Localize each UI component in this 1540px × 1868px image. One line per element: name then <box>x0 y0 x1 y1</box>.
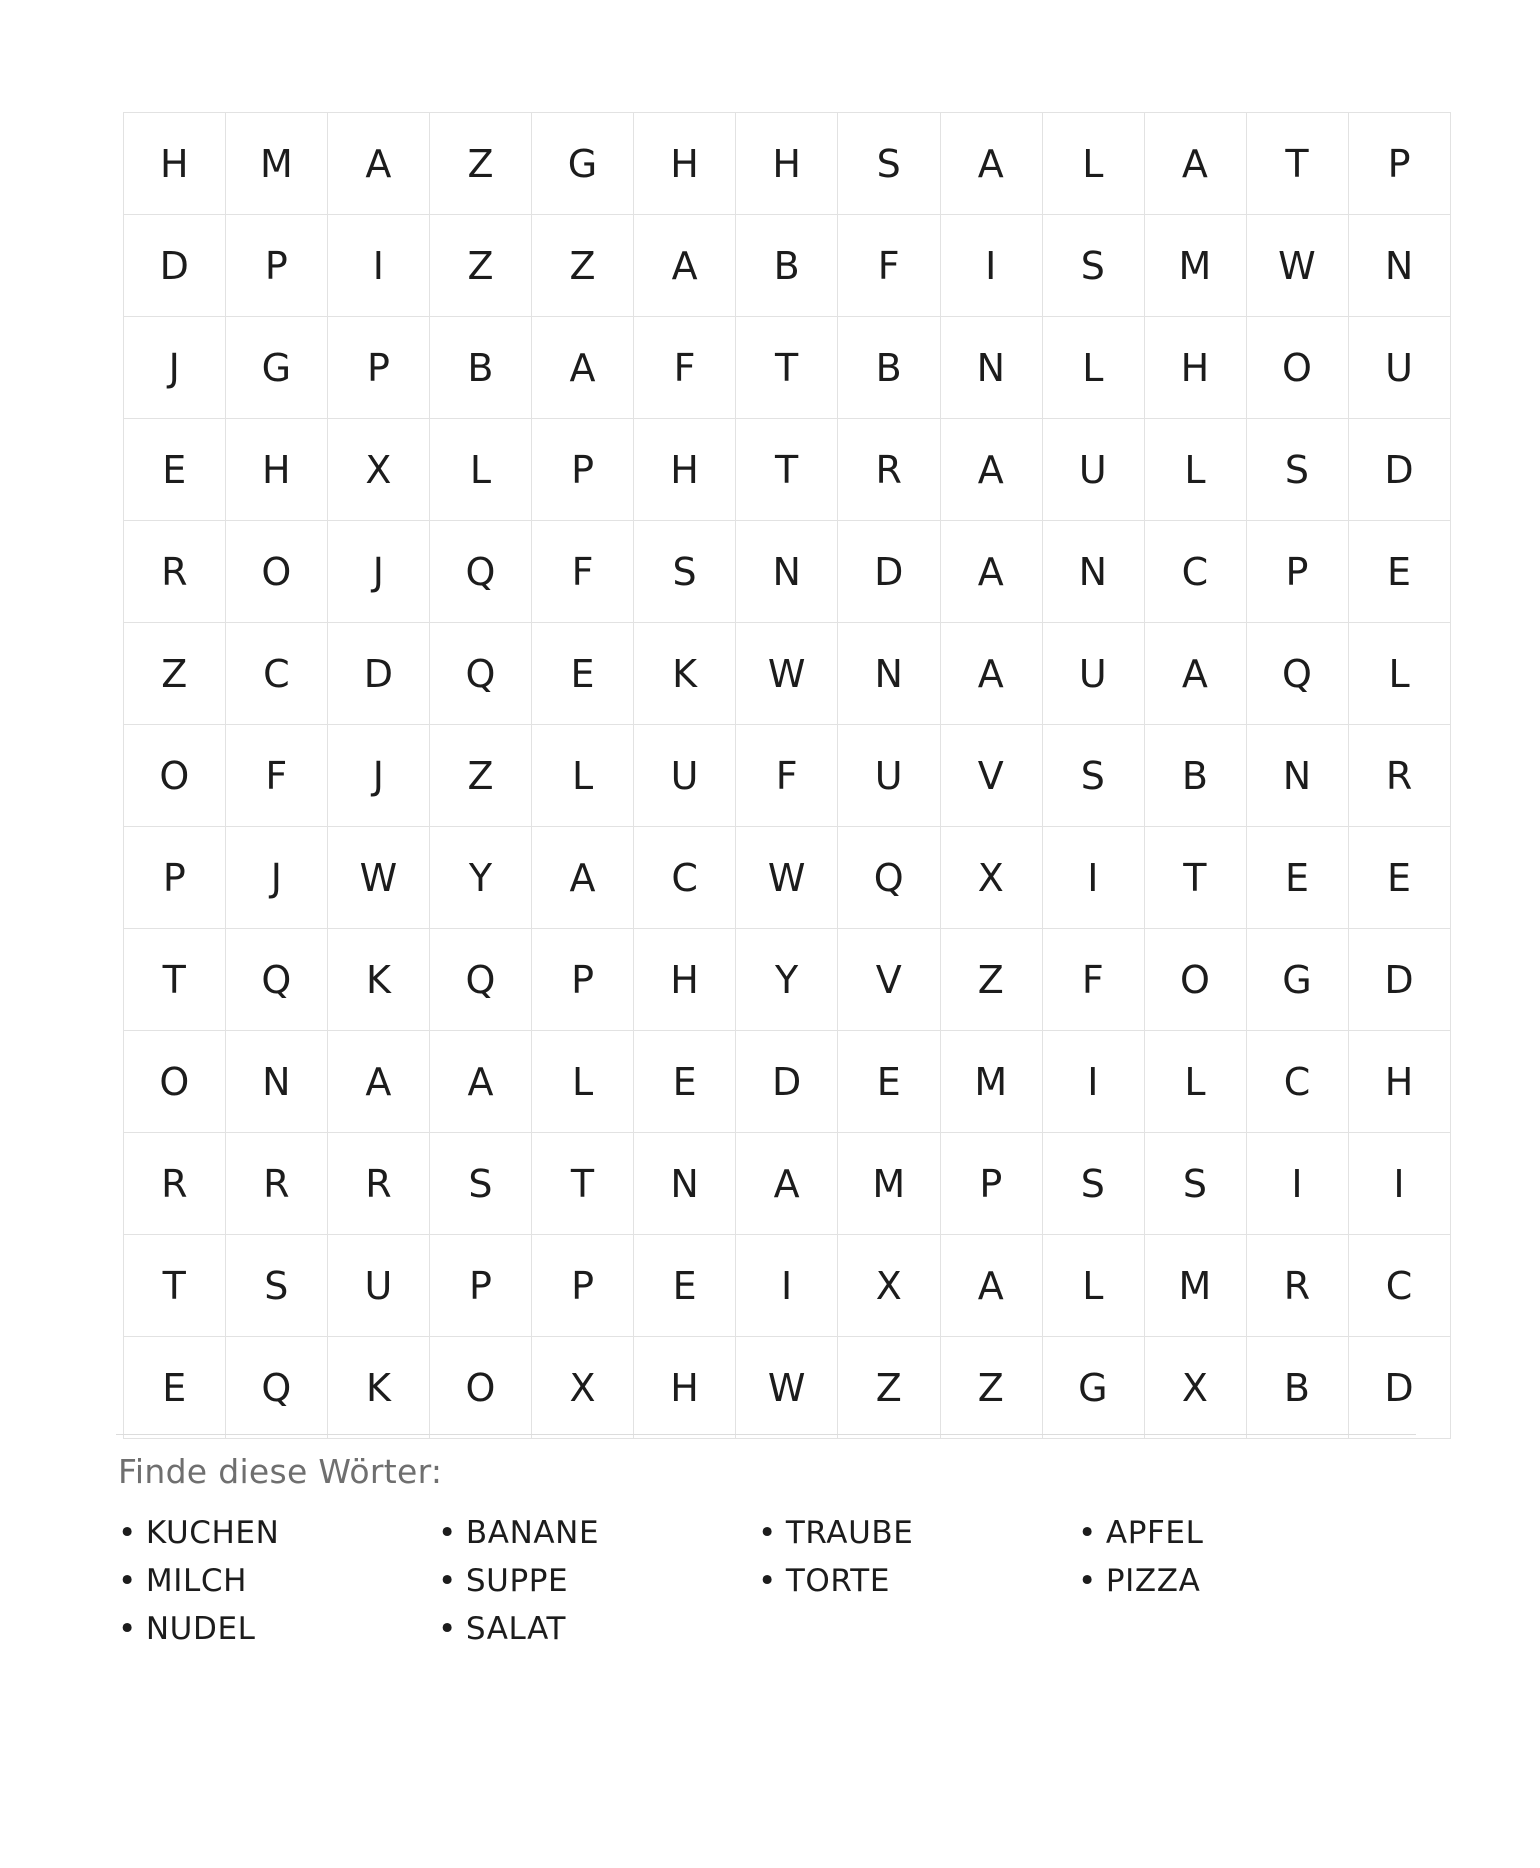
grid-cell[interactable]: A <box>1144 113 1246 215</box>
grid-cell[interactable]: Z <box>430 725 532 827</box>
grid-cell[interactable]: Z <box>430 215 532 317</box>
grid-cell[interactable]: H <box>1348 1031 1450 1133</box>
grid-cell[interactable]: S <box>430 1133 532 1235</box>
grid-cell[interactable]: R <box>1246 1235 1348 1337</box>
grid-row <box>124 1133 1451 1235</box>
list-item[interactable] <box>1078 1557 1398 1605</box>
grid-cell[interactable]: M <box>838 1133 940 1235</box>
word-label: SUPPE <box>465 1563 569 1600</box>
bullet-icon: • <box>758 1563 777 1600</box>
grid-cell[interactable]: K <box>328 1337 430 1439</box>
grid-row <box>124 521 1451 623</box>
grid-cell[interactable]: N <box>226 1031 328 1133</box>
grid-cell[interactable]: I <box>1246 1133 1348 1235</box>
grid-cell[interactable]: C <box>634 827 736 929</box>
word-list-column <box>1078 1509 1398 1605</box>
grid-row <box>124 215 1451 317</box>
grid-cell[interactable]: I <box>736 1235 838 1337</box>
grid-cell[interactable]: Z <box>532 215 634 317</box>
word-label: NUDEL <box>145 1611 256 1648</box>
grid-cell[interactable]: Z <box>430 113 532 215</box>
grid-cell[interactable]: Q <box>430 521 532 623</box>
word-label: KUCHEN <box>145 1515 280 1551</box>
grid-cell[interactable]: W <box>736 623 838 725</box>
grid-row <box>124 827 1451 929</box>
grid-cell[interactable]: T <box>124 929 226 1031</box>
grid-cell[interactable]: A <box>940 113 1042 215</box>
grid-cell[interactable]: Q <box>430 929 532 1031</box>
grid-cell[interactable]: V <box>838 929 940 1031</box>
grid-cell[interactable]: V <box>940 725 1042 827</box>
grid-cell[interactable]: X <box>1144 1337 1246 1439</box>
grid-cell[interactable]: Q <box>226 1337 328 1439</box>
grid-cell[interactable]: P <box>532 419 634 521</box>
grid-cell[interactable]: S <box>1042 215 1144 317</box>
grid-cell[interactable]: Q <box>1246 623 1348 725</box>
grid-cell[interactable]: E <box>838 1031 940 1133</box>
grid-cell[interactable]: N <box>1348 215 1450 317</box>
grid-cell[interactable]: G <box>532 113 634 215</box>
grid-cell[interactable]: K <box>634 623 736 725</box>
grid-cell[interactable]: E <box>1246 827 1348 929</box>
grid-cell[interactable]: Z <box>940 1337 1042 1439</box>
grid-cell[interactable]: N <box>1246 725 1348 827</box>
grid-cell[interactable]: A <box>532 317 634 419</box>
grid-cell[interactable]: B <box>430 317 532 419</box>
word-label: TORTE <box>785 1563 891 1600</box>
grid-cell[interactable]: R <box>124 521 226 623</box>
grid-cell[interactable]: A <box>1144 623 1246 725</box>
word-list-column <box>118 1509 438 1653</box>
word-list-column <box>438 1509 758 1653</box>
word-label: PIZZA <box>1105 1563 1201 1600</box>
section-divider <box>116 1434 1416 1435</box>
grid-cell[interactable]: Z <box>124 623 226 725</box>
grid-cell[interactable]: O <box>430 1337 532 1439</box>
grid-cell[interactable]: U <box>328 1235 430 1337</box>
grid-cell[interactable]: C <box>1144 521 1246 623</box>
bullet-icon: • <box>1078 1515 1097 1551</box>
grid-cell[interactable]: K <box>328 929 430 1031</box>
grid-cell[interactable]: P <box>124 827 226 929</box>
grid-cell[interactable]: Q <box>226 929 328 1031</box>
grid-cell[interactable]: T <box>1144 827 1246 929</box>
grid-cell[interactable]: E <box>124 419 226 521</box>
grid-cell[interactable]: H <box>634 419 736 521</box>
grid-cell[interactable]: S <box>1042 1133 1144 1235</box>
grid-cell[interactable]: S <box>634 521 736 623</box>
grid-cell[interactable]: S <box>838 113 940 215</box>
grid-cell[interactable]: G <box>1042 1337 1144 1439</box>
grid-cell[interactable]: S <box>1246 419 1348 521</box>
grid-row <box>124 419 1451 521</box>
grid-cell[interactable]: O <box>1246 317 1348 419</box>
grid-cell[interactable]: Q <box>838 827 940 929</box>
grid-row <box>124 1031 1451 1133</box>
grid-cell[interactable]: U <box>1042 419 1144 521</box>
grid-cell[interactable]: H <box>124 113 226 215</box>
grid-cell[interactable]: D <box>1348 1337 1450 1439</box>
grid-cell[interactable]: A <box>532 827 634 929</box>
grid-cell[interactable]: Z <box>940 929 1042 1031</box>
grid-cell[interactable]: E <box>1348 827 1450 929</box>
grid-cell[interactable]: O <box>1144 929 1246 1031</box>
grid-cell[interactable]: W <box>1246 215 1348 317</box>
grid-cell[interactable]: F <box>634 317 736 419</box>
word-list-title: Finde diese Wörter: <box>118 1452 443 1491</box>
bullet-icon: • <box>438 1515 457 1551</box>
grid-cell[interactable]: M <box>1144 1235 1246 1337</box>
grid-cell[interactable]: C <box>1246 1031 1348 1133</box>
grid-cell[interactable]: Y <box>736 929 838 1031</box>
grid-cell[interactable]: I <box>328 215 430 317</box>
grid-cell[interactable]: I <box>940 215 1042 317</box>
bullet-icon: • <box>438 1611 457 1648</box>
grid-cell[interactable]: L <box>430 419 532 521</box>
word-label: MILCH <box>145 1563 248 1600</box>
grid-cell[interactable]: H <box>736 113 838 215</box>
grid-cell[interactable]: G <box>1246 929 1348 1031</box>
grid-cell[interactable]: X <box>940 827 1042 929</box>
grid-cell[interactable]: Y <box>430 827 532 929</box>
bullet-icon: • <box>118 1611 137 1648</box>
grid-cell[interactable]: F <box>1042 929 1144 1031</box>
grid-cell[interactable]: N <box>736 521 838 623</box>
grid-row <box>124 725 1451 827</box>
grid-cell[interactable]: T <box>736 317 838 419</box>
grid-cell[interactable]: H <box>634 1337 736 1439</box>
grid-cell[interactable]: P <box>328 317 430 419</box>
grid-cell[interactable]: U <box>1042 623 1144 725</box>
grid-cell[interactable]: P <box>1246 521 1348 623</box>
grid-cell[interactable]: R <box>124 1133 226 1235</box>
grid-cell[interactable]: W <box>736 827 838 929</box>
grid-cell[interactable]: R <box>328 1133 430 1235</box>
grid-cell[interactable]: L <box>1144 419 1246 521</box>
grid-cell[interactable]: P <box>532 1235 634 1337</box>
grid-cell[interactable]: J <box>328 725 430 827</box>
grid-cell[interactable]: I <box>1348 1133 1450 1235</box>
grid-cell[interactable]: S <box>1144 1133 1246 1235</box>
grid-cell[interactable]: X <box>838 1235 940 1337</box>
bullet-icon: • <box>1078 1563 1097 1600</box>
grid-cell[interactable]: W <box>328 827 430 929</box>
grid-cell[interactable]: G <box>226 317 328 419</box>
bullet-icon: • <box>438 1563 457 1600</box>
grid-cell[interactable]: I <box>1042 1031 1144 1133</box>
grid-cell[interactable]: S <box>226 1235 328 1337</box>
grid-cell[interactable]: L <box>532 1031 634 1133</box>
grid-cell[interactable]: A <box>328 1031 430 1133</box>
grid-cell[interactable]: U <box>838 725 940 827</box>
grid-cell[interactable]: A <box>940 419 1042 521</box>
grid-cell[interactable]: C <box>1348 1235 1450 1337</box>
list-item[interactable] <box>758 1509 1078 1557</box>
grid-cell[interactable]: B <box>1246 1337 1348 1439</box>
grid-cell[interactable]: X <box>532 1337 634 1439</box>
grid-cell[interactable]: L <box>1042 1235 1144 1337</box>
grid-cell[interactable]: L <box>1348 623 1450 725</box>
grid-row <box>124 113 1451 215</box>
grid-cell[interactable]: E <box>1348 521 1450 623</box>
word-label: SALAT <box>465 1611 567 1648</box>
list-item[interactable] <box>118 1557 438 1605</box>
grid-cell[interactable]: F <box>736 725 838 827</box>
grid-cell[interactable]: E <box>532 623 634 725</box>
grid-cell[interactable]: M <box>226 113 328 215</box>
grid-cell[interactable]: O <box>124 1031 226 1133</box>
bullet-icon: • <box>118 1515 137 1551</box>
grid-row <box>124 929 1451 1031</box>
grid-cell[interactable]: A <box>940 521 1042 623</box>
grid-cell[interactable]: M <box>1144 215 1246 317</box>
grid-cell[interactable]: D <box>736 1031 838 1133</box>
grid-cell[interactable]: T <box>736 419 838 521</box>
grid-cell[interactable]: F <box>532 521 634 623</box>
grid-row <box>124 1337 1451 1439</box>
grid-cell[interactable]: L <box>1144 1031 1246 1133</box>
grid-cell[interactable]: X <box>328 419 430 521</box>
grid-cell[interactable]: I <box>1042 827 1144 929</box>
grid-cell[interactable]: S <box>1042 725 1144 827</box>
grid-cell[interactable]: E <box>124 1337 226 1439</box>
word-list-section <box>118 1452 1418 1653</box>
grid-cell[interactable]: L <box>1042 113 1144 215</box>
bullet-icon: • <box>758 1515 777 1551</box>
grid-cell[interactable]: A <box>736 1133 838 1235</box>
grid-cell[interactable]: N <box>1042 521 1144 623</box>
grid-cell[interactable]: B <box>1144 725 1246 827</box>
grid-cell[interactable]: H <box>634 113 736 215</box>
grid-cell[interactable]: L <box>1042 317 1144 419</box>
grid-cell[interactable]: U <box>634 725 736 827</box>
puzzle-grid <box>123 112 1451 1439</box>
bullet-icon: • <box>118 1563 137 1600</box>
grid-cell[interactable]: O <box>124 725 226 827</box>
grid-cell[interactable]: R <box>1348 725 1450 827</box>
grid-cell[interactable]: E <box>634 1031 736 1133</box>
grid-cell[interactable]: D <box>124 215 226 317</box>
grid-cell[interactable]: T <box>124 1235 226 1337</box>
grid-cell[interactable]: D <box>838 521 940 623</box>
grid-cell[interactable]: R <box>226 1133 328 1235</box>
list-item[interactable] <box>118 1509 438 1557</box>
grid-cell[interactable]: D <box>1348 929 1450 1031</box>
grid-cell[interactable]: L <box>532 725 634 827</box>
word-label: BANANE <box>465 1515 600 1551</box>
grid-cell[interactable]: N <box>634 1133 736 1235</box>
grid-cell[interactable]: A <box>430 1031 532 1133</box>
grid-cell[interactable]: P <box>226 215 328 317</box>
grid-cell[interactable]: H <box>634 929 736 1031</box>
grid-cell[interactable]: P <box>430 1235 532 1337</box>
word-list-column <box>758 1509 1078 1605</box>
grid-cell[interactable]: P <box>940 1133 1042 1235</box>
grid-cell[interactable]: B <box>736 215 838 317</box>
grid-cell[interactable]: N <box>838 623 940 725</box>
grid-cell[interactable]: Q <box>430 623 532 725</box>
grid-cell[interactable]: T <box>1246 113 1348 215</box>
grid-cell[interactable]: A <box>328 113 430 215</box>
grid-row <box>124 1235 1451 1337</box>
grid-cell[interactable]: A <box>940 1235 1042 1337</box>
grid-cell[interactable]: R <box>838 419 940 521</box>
grid-cell[interactable]: O <box>226 521 328 623</box>
grid-cell[interactable]: J <box>124 317 226 419</box>
grid-cell[interactable]: F <box>838 215 940 317</box>
grid-cell[interactable]: B <box>838 317 940 419</box>
word-label: APFEL <box>1105 1515 1204 1551</box>
grid-cell[interactable]: P <box>1348 113 1450 215</box>
grid-cell[interactable]: M <box>940 1031 1042 1133</box>
grid-cell[interactable]: A <box>940 623 1042 725</box>
grid-cell[interactable]: E <box>634 1235 736 1337</box>
puzzle-grid-container <box>123 112 1415 1439</box>
list-item[interactable] <box>118 1605 438 1653</box>
list-item[interactable] <box>438 1605 758 1653</box>
grid-cell[interactable]: J <box>328 521 430 623</box>
grid-cell[interactable]: H <box>226 419 328 521</box>
grid-cell[interactable]: A <box>634 215 736 317</box>
grid-row <box>124 317 1451 419</box>
grid-cell[interactable]: Z <box>838 1337 940 1439</box>
grid-cell[interactable]: N <box>940 317 1042 419</box>
word-label: TRAUBE <box>785 1515 914 1551</box>
grid-cell[interactable]: T <box>532 1133 634 1235</box>
list-item[interactable] <box>758 1557 1078 1605</box>
list-item[interactable] <box>438 1557 758 1605</box>
list-item[interactable] <box>1078 1509 1398 1557</box>
grid-cell[interactable]: C <box>226 623 328 725</box>
grid-cell[interactable]: J <box>226 827 328 929</box>
grid-cell[interactable]: U <box>1348 317 1450 419</box>
grid-cell[interactable]: W <box>736 1337 838 1439</box>
word-list-columns <box>118 1509 1418 1653</box>
grid-cell[interactable]: D <box>328 623 430 725</box>
grid-row <box>124 623 1451 725</box>
grid-cell[interactable]: D <box>1348 419 1450 521</box>
grid-cell[interactable]: H <box>1144 317 1246 419</box>
list-item[interactable] <box>438 1509 758 1557</box>
grid-cell[interactable]: P <box>532 929 634 1031</box>
grid-cell[interactable]: F <box>226 725 328 827</box>
